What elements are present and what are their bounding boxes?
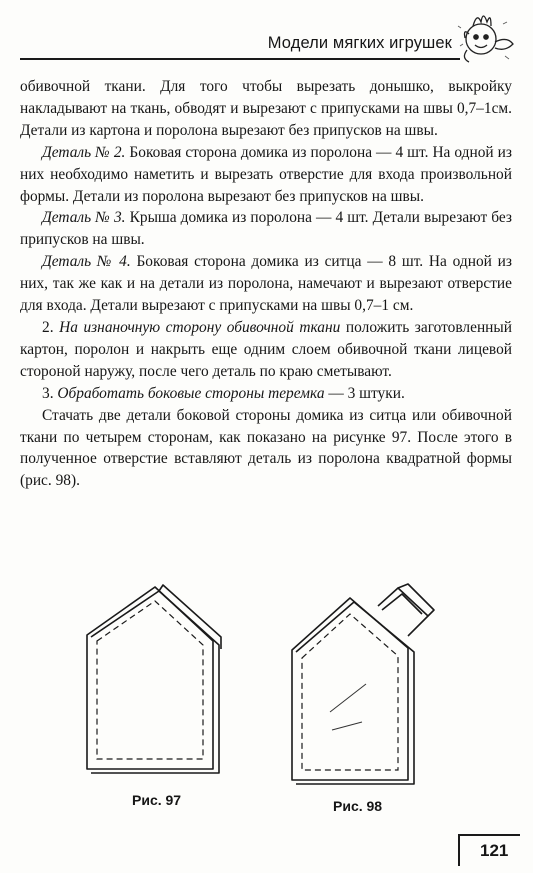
figure-98-drawing	[282, 580, 452, 795]
paragraph-lead: На изнаночную сторону обивочной ткани	[59, 318, 341, 336]
paragraph-lead: Деталь № 3.	[42, 209, 126, 227]
paragraph-lead: Обработать боковые стороны теремка	[57, 384, 325, 402]
paragraph-detail-3	[20, 207, 512, 251]
paragraph-detail-4	[20, 251, 512, 317]
page-number-box	[450, 832, 520, 866]
page-number-rule	[458, 834, 520, 836]
paragraph-step-2	[20, 317, 512, 383]
paragraph-step-3	[20, 383, 512, 405]
running-header-title: Модели мягких игрушек	[267, 34, 452, 52]
paragraph-lead: Деталь № 4.	[42, 253, 131, 271]
paragraph-text: Стачать две детали боковой стороны домика из ситца или обивочной ткани по четырем сторонам, как показано на рисунке 97. После этого в полученное отверстие вставляют деталь из поролона квадратной формы (рис. 98).	[20, 406, 512, 490]
paragraph	[20, 405, 512, 493]
paragraph-lead: Деталь № 2.	[42, 143, 126, 161]
page-number-rule	[458, 834, 460, 866]
page-number: 121	[480, 841, 509, 860]
paragraph-detail-2	[20, 142, 512, 208]
running-header	[20, 28, 460, 60]
paragraph-text: Боковая сторона домика из ситца — 8 шт. На одной из них, так же как и на детали из поролона, намечают и вырезают отверстие для входа. Детали вырезают с припусками на швы 0,7–1 см.	[20, 253, 512, 315]
paragraph-text: — 3 штуки.	[324, 384, 405, 402]
figure-97-caption: Рис. 97	[132, 792, 182, 808]
toy-mascot-icon	[455, 6, 517, 68]
step-number: 2.	[42, 318, 60, 336]
paragraph	[20, 76, 512, 142]
step-number: 3.	[42, 384, 58, 402]
paragraph-text: положить заготовленный картон, поролон и накрыть еще одним слоем обивочной ткани лицевой стороной наружу, после чего деталь по краю сметывают.	[20, 318, 512, 380]
paragraph-text: обивочной ткани. Для того чтобы вырезать донышко, выкройку накладывают на ткань, обводят и вырезают с припусками на швы 0,7–1см. Детали из картона и поролона вырезают без припусков на швы.	[20, 78, 512, 139]
header-rule	[20, 58, 460, 60]
paragraph-text: Боковая сторона домика из поролона — 4 шт. На одной из них необходимо наметить и вырезать отверстие для входа произвольной формы. Детали из поролона вырезают без припусков на швы.	[20, 143, 512, 205]
figure-97-drawing	[75, 575, 245, 785]
paragraph-text: Крыша домика из поролона — 4 шт. Детали вырезают без припусков на швы.	[20, 209, 512, 249]
figure-98-caption: Рис. 98	[333, 798, 383, 814]
body-text	[20, 76, 512, 492]
